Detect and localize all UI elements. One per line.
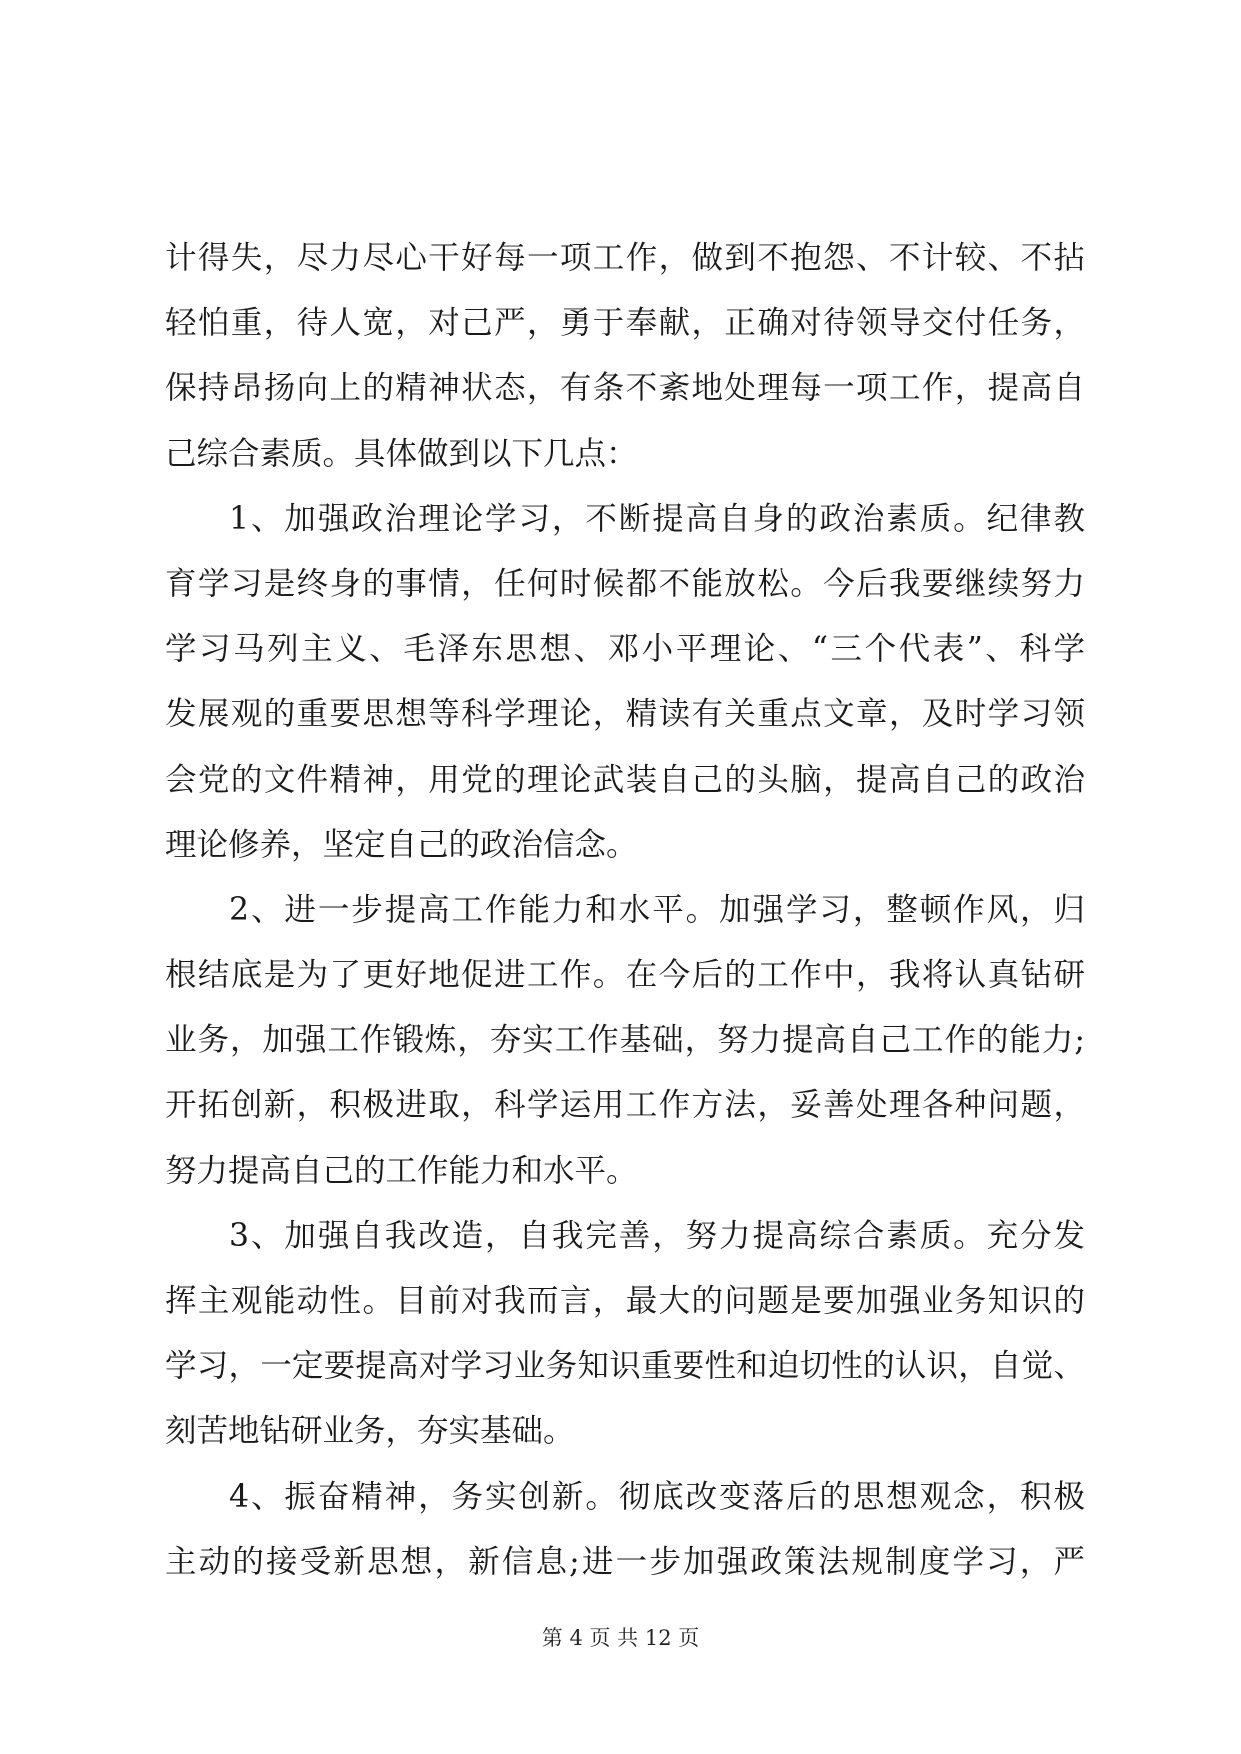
text-line: 业务，加强工作锻炼，夯实工作基础，努力提高自己工作的能力; [165,1022,1085,1059]
text-line: 主动的接受新思想，新信息;进一步加强政策法规制度学习，严 [165,1543,1085,1580]
text-line: 发展观的重要思想等科学理论，精读有关重点文章，及时学习领 [165,696,1085,733]
text-line: 轻怕重，待人宽，对己严，勇于奉献，正确对待领导交付任务， [165,305,1085,342]
text-line: 会党的文件精神，用党的理论武装自己的头脑，提高自己的政治 [165,761,1085,798]
text-line: 3、加强自我改造，自我完善，努力提高综合素质。充分发 [229,1217,1085,1254]
text-line: 开拓创新，积极进取，科学运用工作方法，妥善处理各种问题， [165,1087,1085,1124]
text-line: 4、振奋精神，务实创新。彻底改变落后的思想观念，积极 [229,1478,1085,1515]
text-line: 挥主观能动性。目前对我而言，最大的问题是要加强业务知识的 [165,1283,1085,1319]
text-line: 学习马列主义、毛泽东思想、邓小平理论、“三个代表”、科学 [165,631,1085,668]
text-line: 保持昂扬向上的精神状态，有条不紊地处理每一项工作，提高自 [165,370,1085,407]
text-line: 理论修养，坚定自己的政治信念。 [165,826,638,863]
text-line: 2、进一步提高工作能力和水平。加强学习，整顿作风，归 [229,891,1085,928]
text-line: 刻苦地钻研业务，夯实基础。 [165,1413,575,1450]
page-footer: 第 4 页 共 12 页 [541,1626,700,1650]
text-line: 学习，一定要提高对学习业务知识重要性和迫切性的认识，自觉、 [165,1348,1085,1385]
text-line: 根结底是为了更好地促进工作。在今后的工作中，我将认真钻研 [165,957,1085,994]
text-line: 1、加强政治理论学习，不断提高自身的政治素质。纪律教 [229,500,1085,537]
text-line: 计得失，尽力尽心干好每一项工作，做到不抱怨、不计较、不拈 [165,240,1085,276]
text-line: 努力提高自己的工作能力和水平。 [165,1152,638,1189]
text-line: 己综合素质。具体做到以下几点： [165,435,638,472]
document-body [165,226,1085,1595]
text-line: 育学习是终身的事情，任何时候都不能放松。今后我要继续努力 [165,565,1085,602]
